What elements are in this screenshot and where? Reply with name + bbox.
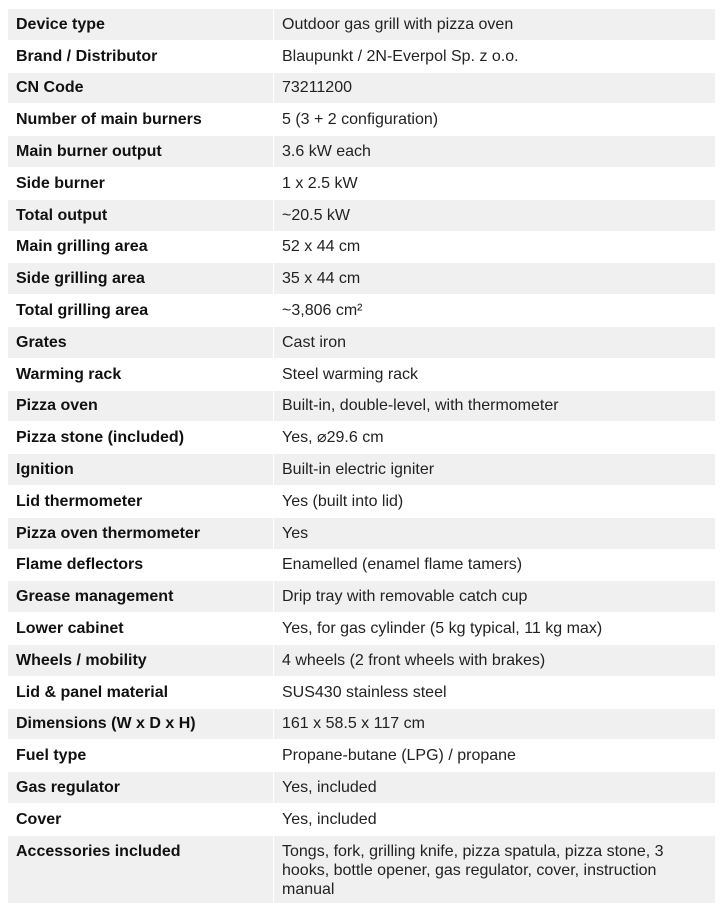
- table-row: [8, 613, 716, 645]
- spec-value: Yes, ⌀29.6 cm: [274, 422, 716, 454]
- spec-value: Built-in, double-level, with thermometer: [274, 390, 716, 422]
- table-row: [8, 40, 716, 72]
- spec-value: 73211200: [274, 72, 716, 104]
- table-row: [8, 740, 716, 772]
- spec-label: Lid thermometer: [8, 485, 274, 517]
- table-row: [8, 390, 716, 422]
- spec-label: Dimensions (W x D x H): [8, 708, 274, 740]
- table-row: [8, 9, 716, 41]
- table-row: [8, 295, 716, 327]
- spec-label: Side grilling area: [8, 263, 274, 295]
- table-row: [8, 517, 716, 549]
- spec-label: Main burner output: [8, 136, 274, 168]
- spec-value: Yes, included: [274, 772, 716, 804]
- table-row: [8, 581, 716, 613]
- spec-label: Fuel type: [8, 740, 274, 772]
- table-row: [8, 422, 716, 454]
- spec-value: 5 (3 + 2 configuration): [274, 104, 716, 136]
- spec-value: Cast iron: [274, 326, 716, 358]
- table-row: [8, 358, 716, 390]
- table-row: [8, 835, 716, 903]
- spec-value: Steel warming rack: [274, 358, 716, 390]
- table-row: [8, 549, 716, 581]
- spec-label: Warming rack: [8, 358, 274, 390]
- table-row: [8, 454, 716, 486]
- spec-label: Grates: [8, 326, 274, 358]
- table-row: [8, 676, 716, 708]
- table-row: [8, 803, 716, 835]
- spec-label: Lower cabinet: [8, 613, 274, 645]
- spec-value: Yes: [274, 517, 716, 549]
- table-row: [8, 104, 716, 136]
- spec-value: Propane-butane (LPG) / propane: [274, 740, 716, 772]
- spec-label: Brand / Distributor: [8, 40, 274, 72]
- spec-value: ~20.5 kW: [274, 199, 716, 231]
- spec-value: ~3,806 cm²: [274, 295, 716, 327]
- spec-label: Pizza stone (included): [8, 422, 274, 454]
- table-row: [8, 644, 716, 676]
- spec-label: Ignition: [8, 454, 274, 486]
- spec-value: SUS430 stainless steel: [274, 676, 716, 708]
- spec-value: Tongs, fork, grilling knife, pizza spatula, pizza stone, 3 hooks, bottle opener, gas regulator, cover, instruction manual: [274, 835, 716, 903]
- spec-table: [7, 8, 716, 904]
- spec-value: 1 x 2.5 kW: [274, 167, 716, 199]
- spec-value: Yes (built into lid): [274, 485, 716, 517]
- spec-value: 161 x 58.5 x 117 cm: [274, 708, 716, 740]
- spec-label: Number of main burners: [8, 104, 274, 136]
- table-row: [8, 772, 716, 804]
- spec-value: Enamelled (enamel flame tamers): [274, 549, 716, 581]
- table-row: [8, 485, 716, 517]
- table-row: [8, 231, 716, 263]
- table-row: [8, 263, 716, 295]
- spec-value: Blaupunkt / 2N-Everpol Sp. z o.o.: [274, 40, 716, 72]
- spec-value: Yes, included: [274, 803, 716, 835]
- spec-value: 3.6 kW each: [274, 136, 716, 168]
- spec-label: Wheels / mobility: [8, 644, 274, 676]
- table-row: [8, 708, 716, 740]
- spec-label: Device type: [8, 9, 274, 41]
- spec-value: Built-in electric igniter: [274, 454, 716, 486]
- spec-value: Outdoor gas grill with pizza oven: [274, 9, 716, 41]
- spec-label: Lid & panel material: [8, 676, 274, 708]
- spec-label: CN Code: [8, 72, 274, 104]
- spec-label: Side burner: [8, 167, 274, 199]
- spec-value: 52 x 44 cm: [274, 231, 716, 263]
- table-row: [8, 199, 716, 231]
- spec-label: Cover: [8, 803, 274, 835]
- spec-label: Main grilling area: [8, 231, 274, 263]
- spec-label: Accessories included: [8, 835, 274, 903]
- spec-label: Total grilling area: [8, 295, 274, 327]
- table-row: [8, 326, 716, 358]
- spec-label: Pizza oven thermometer: [8, 517, 274, 549]
- table-row: [8, 136, 716, 168]
- table-row: [8, 167, 716, 199]
- spec-label: Gas regulator: [8, 772, 274, 804]
- spec-label: Total output: [8, 199, 274, 231]
- spec-value: Yes, for gas cylinder (5 kg typical, 11 kg max): [274, 613, 716, 645]
- spec-label: Pizza oven: [8, 390, 274, 422]
- table-row: [8, 72, 716, 104]
- spec-value: Drip tray with removable catch cup: [274, 581, 716, 613]
- spec-label: Grease management: [8, 581, 274, 613]
- spec-value: 4 wheels (2 front wheels with brakes): [274, 644, 716, 676]
- spec-value: 35 x 44 cm: [274, 263, 716, 295]
- spec-label: Flame deflectors: [8, 549, 274, 581]
